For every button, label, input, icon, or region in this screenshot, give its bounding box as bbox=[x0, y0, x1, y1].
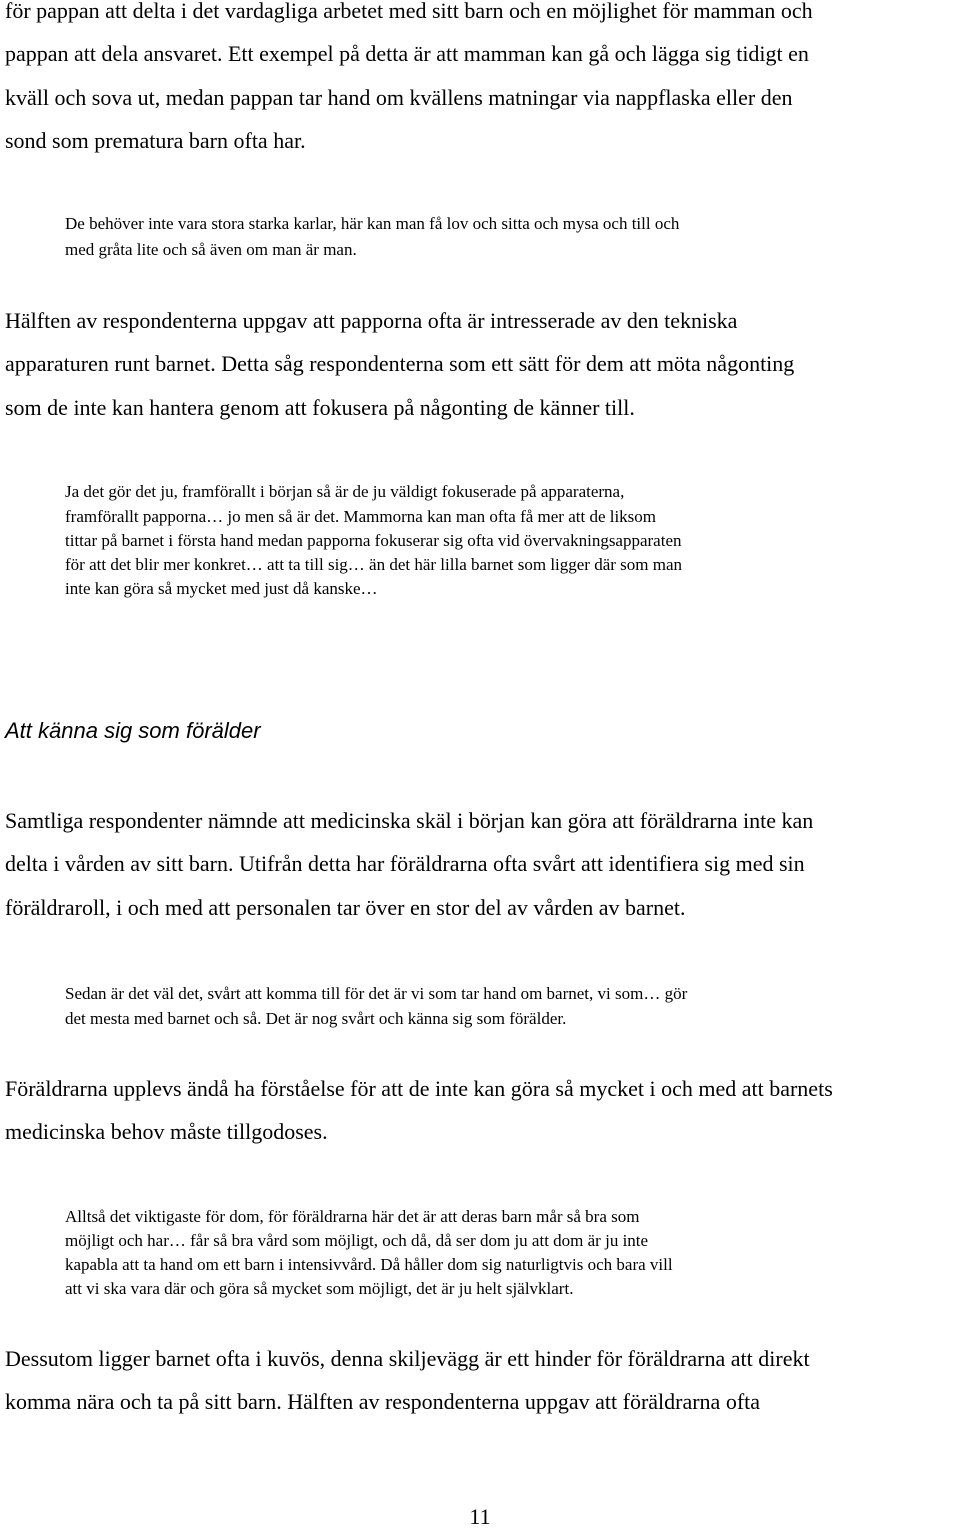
quote-line: De behöver inte vara stora starka karlar, här kan man få lov och sitta och mysa och till och bbox=[65, 214, 680, 233]
quote-line: Ja det gör det ju, framförallt i början så är de ju väldigt fokuserade på apparaterna, bbox=[65, 482, 625, 501]
text-line: Samtliga respondenter nämnde att medicinska skäl i början kan göra att föräldrarna inte kan bbox=[5, 808, 814, 833]
text-line: Föräldrarna upplevs ändå ha förståelse för att de inte kan göra så mycket i och med att barnets bbox=[5, 1076, 833, 1101]
quote-line: med gråta lite och så även om man är man. bbox=[65, 240, 357, 259]
text-line: pappan att dela ansvaret. Ett exempel på detta är att mamman kan gå och lägga sig tidigt en bbox=[5, 41, 809, 66]
section-heading: Att känna sig som förälder bbox=[5, 718, 261, 743]
text-line: Hälften av respondenterna uppgav att papporna ofta är intresserade av den tekniska bbox=[5, 308, 738, 333]
text-line: för pappan att delta i det vardagliga arbetet med sitt barn och en möjlighet för mamman och bbox=[5, 0, 813, 23]
quote-line: Sedan är det väl det, svårt att komma till för det är vi som tar hand om barnet, vi som… gör bbox=[65, 984, 688, 1003]
text-line: apparaturen runt barnet. Detta såg respondenterna som ett sätt för dem att möta någonting bbox=[5, 351, 795, 376]
quote-line: kapabla att ta hand om ett barn i intensivvård. Då håller dom sig naturligtvis och bara vill bbox=[65, 1255, 673, 1274]
quote-line: framförallt papporna… jo men så är det. Mammorna kan man ofta få mer att de liksom bbox=[65, 507, 657, 526]
quote-line: Alltså det viktigaste för dom, för föräldrarna här det är att deras barn mår så bra som bbox=[65, 1207, 640, 1226]
text-line: Dessutom ligger barnet ofta i kuvös, denna skiljevägg är ett hinder för föräldrarna att direkt bbox=[5, 1346, 810, 1371]
quote-line: för att det blir mer konkret… att ta till sig… än det här lilla barnet som ligger där som man bbox=[65, 555, 683, 574]
text-line: som de inte kan hantera genom att fokusera på någonting de känner till. bbox=[5, 395, 635, 420]
quote-line: att vi ska vara där och göra så mycket som möjligt, det är ju helt självklart. bbox=[65, 1279, 574, 1298]
text-line: föräldraroll, i och med att personalen tar över en stor del av vården av barnet. bbox=[5, 895, 686, 920]
text-line: delta i vården av sitt barn. Utifrån detta har föräldrarna ofta svårt att identifiera sig med sin bbox=[5, 851, 805, 876]
text-line: medicinska behov måste tillgodoses. bbox=[5, 1119, 328, 1144]
quote-line: möjligt och har… får så bra vård som möjligt, och då, då ser dom ju att dom är ju inte bbox=[65, 1231, 649, 1250]
text-line: kväll och sova ut, medan pappan tar hand om kvällens matningar via nappflaska eller den bbox=[5, 85, 793, 110]
text-line: sond som prematura barn ofta har. bbox=[5, 128, 306, 153]
text-line: komma nära och ta på sitt barn. Hälften av respondenterna uppgav att föräldrarna ofta bbox=[5, 1389, 761, 1414]
quote-line: det mesta med barnet och så. Det är nog svårt och känna sig som förälder. bbox=[65, 1009, 567, 1028]
quote-line: inte kan göra så mycket med just då kanske… bbox=[65, 579, 378, 598]
page-number: 11 bbox=[469, 1504, 491, 1529]
quote-line: tittar på barnet i första hand medan papporna fokuserar sig ofta vid övervakningsapparaten bbox=[65, 531, 682, 550]
